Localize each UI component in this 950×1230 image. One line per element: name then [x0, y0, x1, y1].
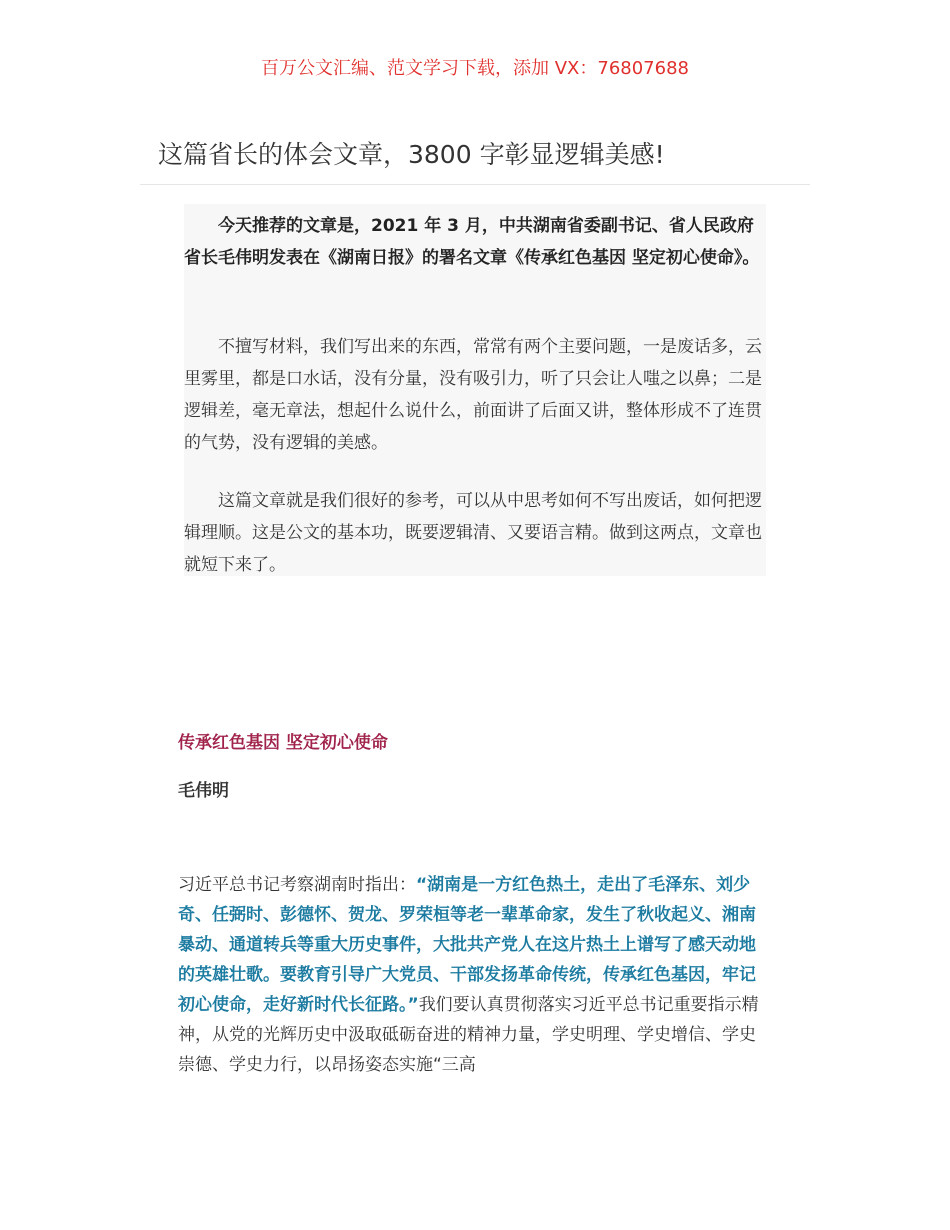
page-title: 这篇省长的体会文章，3800 字彰显逻辑美感!	[158, 140, 665, 169]
article-body-paragraph	[178, 870, 770, 1080]
title-divider	[140, 184, 810, 185]
body-lead-text: 习近平总书记考察湖南时指出：	[178, 875, 416, 895]
quote-text: “湖南是一方红色热土，走出了毛泽东、刘少奇、任弼时、彭德怀、贺龙、罗荣桓等老一辈革命家，发生了秋收起义、湘南暴动、通道转兵等重大历史事件，大批共产党人在这片热土上谱写了感天动地的英雄壮歌。要教育引导广大党员、干部发扬革命传统，传承红色基因，牢记初心使命，走好新时代长征路。”	[178, 875, 756, 1015]
body-continuation-text: 我们要认真贯彻落实习近平总书记重要指示精神，从党的光辉历史中汲取砥砺奋进的精神力量，学史明理、学史增信、学史崇德、学史力行，以昂扬姿态实施“三高	[178, 995, 759, 1075]
promo-banner: 百万公文汇编、范文学习下载，添加 VX：76807688	[261, 58, 689, 79]
intro-reference-paragraph: 这篇文章就是我们很好的参考，可以从中思考如何不写出废话，如何把逻辑理顺。这是公文的基本功，既要逻辑清、又要语言精。做到这两点，文章也就短下来了。	[184, 491, 762, 575]
article-author: 毛伟明	[178, 781, 229, 801]
intro-problem-paragraph: 不擅写材料，我们写出来的东西，常常有两个主要问题，一是废话多，云里雾里，都是口水话，没有分量，没有吸引力，听了只会让人嗤之以鼻；二是逻辑差，毫无章法，想起什么说什么，前面讲了后面又讲，整体形成不了连贯的气势，没有逻辑的美感。	[184, 337, 762, 453]
article-title: 传承红色基因 坚定初心使命	[178, 733, 388, 753]
intro-recommend-paragraph: 今天推荐的文章是，2021 年 3 月，中共湖南省委副书记、省人民政府省长毛伟明发表在《湖南日报》的署名文章《传承红色基因 坚定初心使命》。	[184, 216, 760, 268]
